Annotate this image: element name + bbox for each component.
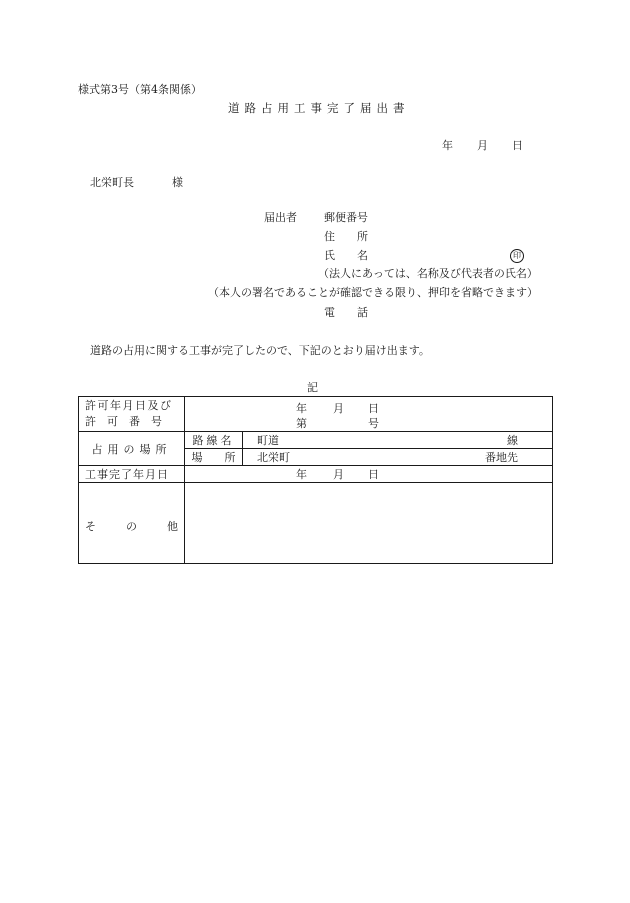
addressee-name: 北栄町長 <box>90 176 134 189</box>
completion-day: 日 <box>368 468 379 481</box>
applicant-label: 届出者 <box>264 211 297 224</box>
other-row <box>79 483 553 564</box>
route-label: 路線名 <box>192 434 235 447</box>
name-label: 氏 名 <box>324 249 368 262</box>
other-value-cell <box>185 483 553 564</box>
postal-code-label: 郵便番号 <box>324 211 368 224</box>
permit-year: 年 <box>296 402 307 415</box>
location-label: 占用の場所 <box>91 442 172 456</box>
body-text: 道路の占用に関する工事が完了したので、下記のとおり届け出ます。 <box>90 344 430 357</box>
place-label-cell <box>185 449 243 466</box>
address-label: 住 所 <box>324 230 368 243</box>
completion-label: 工事完了年月日 <box>85 468 169 481</box>
addressee-honorific: 様 <box>172 176 183 189</box>
place-value-cell <box>243 449 553 466</box>
permit-no-suffix: 号 <box>368 417 379 430</box>
permit-row <box>79 397 553 432</box>
location-label-cell <box>79 432 185 466</box>
completion-label-cell <box>79 466 185 483</box>
route-row <box>79 432 553 449</box>
route-value-cell <box>243 432 553 449</box>
permit-label-cell <box>79 397 185 432</box>
route-label-cell <box>185 432 243 449</box>
place-label: 場 所 <box>191 451 236 464</box>
other-label-2: の <box>126 520 137 533</box>
place-value: 北栄町 <box>257 451 290 464</box>
completion-value-cell <box>185 466 553 483</box>
corporate-note: （法人にあっては、名称及び代表者の氏名） <box>318 267 538 280</box>
date-year: 年 <box>442 139 453 152</box>
permit-no-prefix: 第 <box>296 417 307 430</box>
permit-label-line2: 許 可 番 号 <box>85 415 162 428</box>
signature-note: （本人の署名であることが確認できる限り、押印を省略できます） <box>208 286 538 299</box>
record-table <box>78 396 553 564</box>
addressee <box>90 177 183 188</box>
permit-day: 日 <box>368 402 379 415</box>
permit-label-line1: 許可年月日及び <box>85 399 173 412</box>
phone-label: 電 話 <box>324 306 368 319</box>
other-label-3: 他 <box>167 520 178 533</box>
date-line <box>442 140 523 151</box>
route-suffix: 線 <box>507 434 518 447</box>
place-suffix: 番地先 <box>485 451 518 464</box>
ki-heading: 記 <box>307 381 318 394</box>
seal-mark: 印 <box>510 249 524 263</box>
permit-value-cell <box>185 397 553 432</box>
completion-month: 月 <box>333 468 344 481</box>
document-title: 道路占用工事完了届出書 <box>228 101 410 115</box>
other-label-cell <box>79 483 185 564</box>
route-value: 町道 <box>257 434 279 447</box>
permit-month: 月 <box>333 402 344 415</box>
date-day: 日 <box>512 139 523 152</box>
other-label-1: そ <box>85 520 96 533</box>
completion-year: 年 <box>296 468 307 481</box>
form-number: 様式第3号（第4条関係） <box>78 83 202 96</box>
date-month: 月 <box>477 139 488 152</box>
completion-row <box>79 466 553 483</box>
